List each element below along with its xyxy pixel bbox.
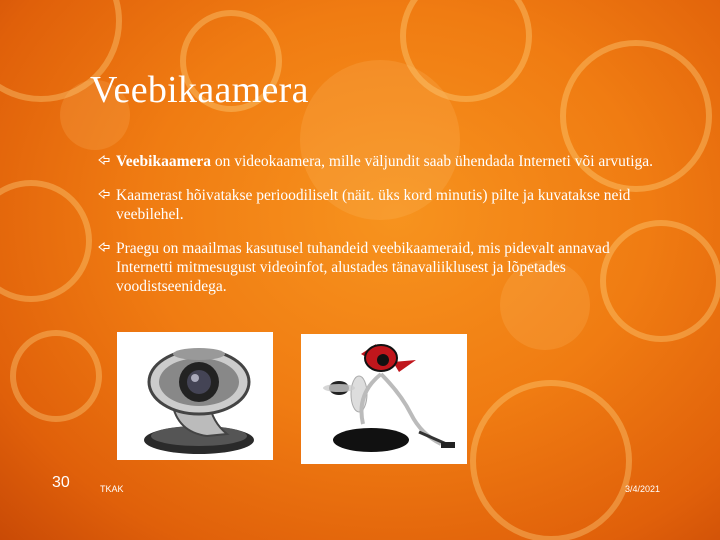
bullet-item <box>98 152 658 171</box>
bullet-icon <box>98 188 110 200</box>
bullet-text: Praegu on maailmas kasutusel tuhandeid veebikaameraid, mis pidevalt annavad Internetti mitmesugust videoinfot, alustades tänavaliiklusest ja lõpetades voodistseenidega. <box>116 240 610 295</box>
slide-number: 30 <box>52 474 70 491</box>
bullet-list <box>98 152 658 311</box>
bullet-text: Kaamerast hõivatakse perioodiliselt (näit. üks kord minutis) pilte ja kuvatakse neid veebilehel. <box>116 187 631 223</box>
webcam-image <box>117 332 273 460</box>
decor-ring <box>10 330 102 422</box>
webcam-fan-image <box>301 334 467 464</box>
bullet-icon <box>98 241 110 253</box>
footer-text: TKAK <box>100 484 124 494</box>
bullet-bold: Veebikaamera <box>116 153 211 170</box>
bullet-item <box>98 239 658 296</box>
footer-date: 3/4/2021 <box>625 484 661 494</box>
bullet-item <box>98 186 658 224</box>
slide-title: Veebikaamera <box>90 69 309 111</box>
bullet-text: on videokaamera, mille väljundit saab ühendada Interneti või arvutiga. <box>211 153 654 170</box>
decor-ring <box>0 180 92 302</box>
bullet-icon <box>98 154 110 166</box>
decor-ring <box>470 380 632 540</box>
